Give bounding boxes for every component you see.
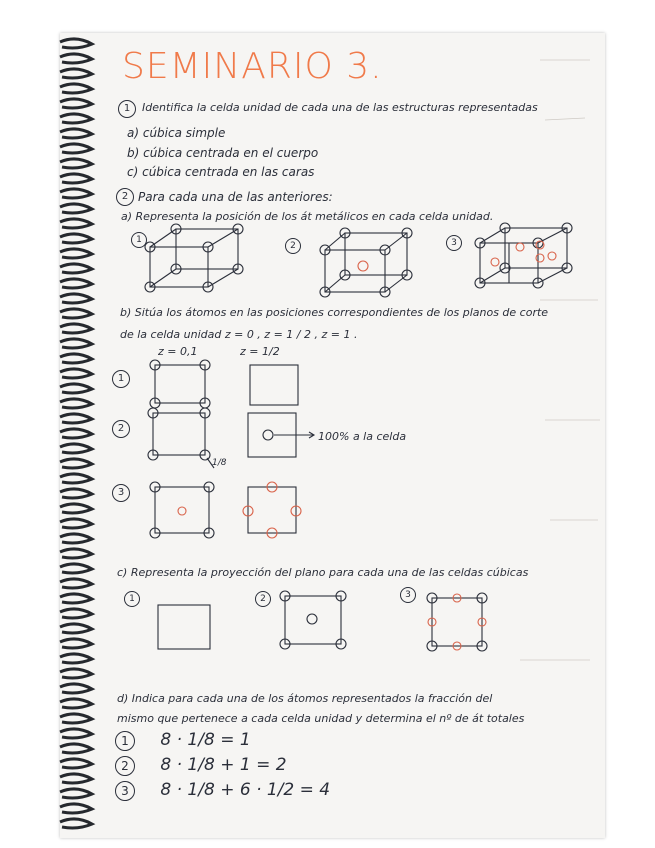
- column-header-zhalf: z = 1/2: [240, 345, 280, 358]
- projection-3: [427, 593, 487, 651]
- q1-option-c: c) cúbica centrada en las caras: [127, 165, 315, 179]
- calc-row-2: 2 8 · 1/8 + 1 = 2: [115, 755, 287, 776]
- calc-expr-3: 8 · 1/8 + 6 · 1/2 = 4: [160, 780, 331, 800]
- q2-part-a: a) Representa la posición de los át metálicos en cada celda unidad.: [121, 210, 494, 223]
- plane-row-2: [148, 408, 314, 468]
- q1-number-circled: 1: [118, 100, 136, 118]
- column-header-z0: z = 0,1: [158, 345, 198, 358]
- q2-part-b-line2: de la celda unidad z = 0 , z = 1 / 2 , z = 1 .: [120, 328, 358, 341]
- cube-bcc-figure: [320, 228, 412, 297]
- cube-simple-cubic-figure: [145, 224, 243, 292]
- row-label-1: 1: [112, 370, 130, 388]
- calc-expr-1: 8 · 1/8 = 1: [160, 730, 251, 750]
- q1-option-a: a) cúbica simple: [127, 126, 226, 140]
- calc-row-1: 1 8 · 1/8 = 1: [115, 730, 251, 751]
- calc-row-3: 3 8 · 1/8 + 6 · 1/2 = 4: [115, 780, 330, 801]
- projection-label-3: 3: [400, 587, 416, 603]
- plane-row-3: [150, 482, 301, 538]
- projection-1: [158, 605, 210, 649]
- fraction-note: 1/8: [212, 458, 227, 468]
- projection-2: [280, 591, 346, 649]
- q2-number-circled: 2: [116, 188, 134, 206]
- cube-label-1: 1: [131, 232, 147, 248]
- percent-note: 100% a la celda: [318, 430, 407, 443]
- q1-option-b: b) cúbica centrada en el cuerpo: [127, 146, 319, 160]
- cube-label-3: 3: [446, 235, 462, 251]
- row-label-2: 2: [112, 420, 130, 438]
- q2-intro: Para cada una de las anteriores:: [138, 190, 333, 204]
- row-label-3: 3: [112, 484, 130, 502]
- cube-fcc-figure: [475, 223, 572, 288]
- plane-row-1: [150, 360, 298, 408]
- projection-label-1: 1: [124, 591, 140, 607]
- q2-part-d-line1: d) Indica para cada una de los átomos representados la fracción del: [117, 692, 493, 705]
- q2-part-b-line1: b) Sitúa los átomos en las posiciones correspondientes de los planos de corte: [120, 306, 549, 319]
- projection-label-2: 2: [255, 591, 271, 607]
- q1-statement: Identifica la celda unidad de cada una de las estructuras representadas: [142, 101, 538, 114]
- calc-expr-2: 8 · 1/8 + 1 = 2: [160, 755, 287, 775]
- q2-part-d-line2: mismo que pertenece a cada celda unidad y determina el nº de át totales: [117, 712, 525, 725]
- q2-part-c: c) Representa la proyección del plano para cada una de las celdas cúbicas: [117, 566, 529, 579]
- cube-label-2: 2: [285, 238, 301, 254]
- page-title: SEMINARIO 3.: [122, 46, 383, 87]
- bleed-through-marks: [520, 60, 600, 660]
